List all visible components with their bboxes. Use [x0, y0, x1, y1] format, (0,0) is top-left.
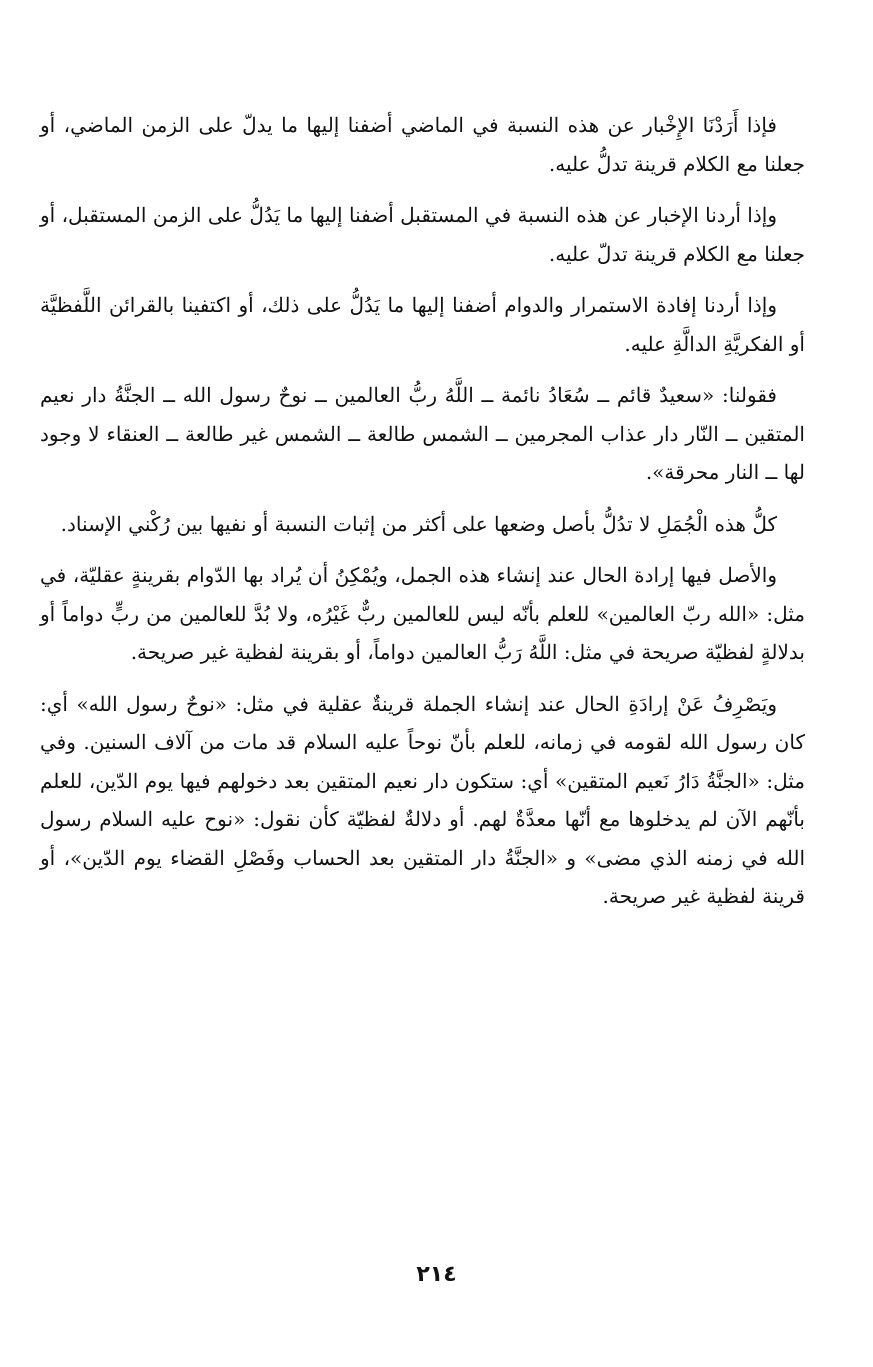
paragraph-present-default: والأصل فيها إرادة الحال عند إنشاء هذه الجمل، ويُمْكِنُ أن يُراد بها الدّوام بقرينةٍ عقليّة، في مثل: «الله ربّ العالمين» للعلم بأنّه ليس للعالمين ربٌّ غَيْرُه، ولا بُدَّ للعالمين من ربٍّ دواماً أو بدلالةٍ لفظيّة صريحة في مثل: اللَّهُ رَبُّ العالمين دواماً، أو بقرينة لفظية غير صريحة.	[40, 563, 805, 664]
paragraph-examples: فقولنا: «سعيدٌ قائم ــ سُعَادُ نائمة ــ اللَّهُ ربُّ العالمين ــ نوحٌ رسول الله ــ الجنَّةُ دار نعيم المتقين ــ النّار دار عذاب المجرمين ــ الشمس طالعة ــ الشمس غير طالعة ــ العنقاء لا وجود لها ــ النار محرقة».	[40, 383, 805, 484]
paragraph-future-tense: وإذا أردنا الإخبار عن هذه النسبة في المستقبل أضفنا إليها ما يَدُلُّ على الزمن المستقبل، أو جعلنا مع الكلام قرينة تدلّ عليه.	[40, 203, 805, 266]
page-body	[40, 106, 805, 929]
paragraph-context-clues: ويَصْرِفُ عَنْ إرادَةِ الحال عند إنشاء الجملة قرينةٌ عقلية في مثل: «نوحٌ رسول الله» أي: كان رسول الله لقومه في زمانه، للعلم بأنّ نوحاً عليه السلام قد مات من آلاف السنين. وفي مثل: «الجنَّةُ دَارُ نَعيم المتقين» أي: ستكون دار نعيم المتقين بعد دخولهم فيها يوم الدّين، للعلم بأنّهم الآن لم يدخلوها مع أنّها معدَّةٌ لهم. أو دلالةٌ لفظيّة كأن نقول: «نوح عليه السلام رسول الله في زمنه الذي مضى» و «الجنَّةُ دار المتقين بعد الحساب وفَصْلِ القضاء يوم الدّين»، أو قرينة لفظية غير صريحة.	[40, 691, 805, 908]
paragraph-continuity: وإذا أردنا إفادة الاستمرار والدوام أضفنا إليها ما يَدُلُّ على ذلك، أو اكتفينا بالقرائن اللَّفظيَّة أو الفكريَّةِ الدالَّةِ عليه.	[40, 293, 805, 356]
page-number: ٢١٤	[416, 1262, 457, 1287]
paragraph-past-tense: فإذا أَرَدْنَا الإِخْبار عن هذه النسبة في الماضي أضفنا إليها ما يدلّ على الزمن الماضي، أو جعلنا مع الكلام قرينة تدلُّ عليه.	[40, 113, 805, 176]
paragraph-sentence-meaning: كلُّ هذه الْجُمَلِ لا تدُلُّ بأصل وضعها على أكثر من إثبات النسبة أو نفيها بين رُكْني الإسناد.	[60, 511, 777, 536]
